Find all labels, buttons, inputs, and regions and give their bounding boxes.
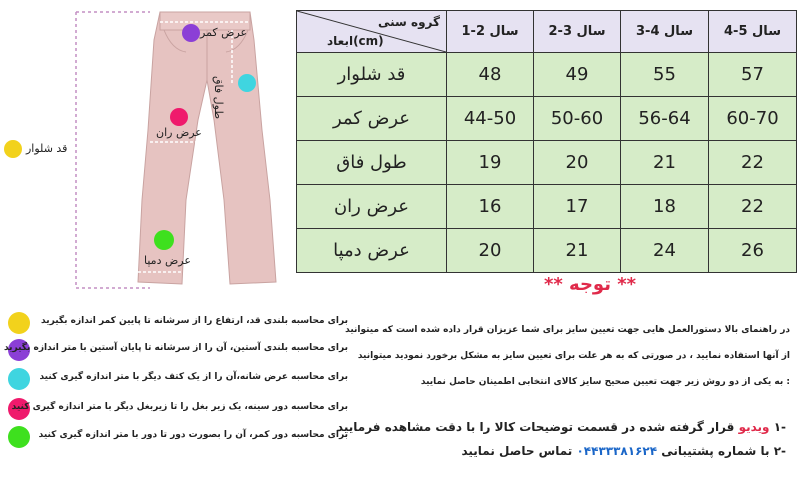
table-cell: 44-50 [447, 97, 534, 141]
legend-text: برای محاسبه عرض شانه،آن را از یک کتف دیگر با متر اندازه گیری کنید [39, 372, 348, 382]
thigh-label: عرض ران [156, 126, 202, 139]
table-header-row [297, 11, 797, 53]
table-cell: 17 [534, 185, 621, 229]
table-cell: 24 [621, 229, 709, 273]
size-table [296, 10, 797, 273]
age-group-label: گروه سنی [377, 15, 440, 29]
legend-item [3, 339, 348, 361]
cyan-dot-icon [238, 74, 256, 92]
column-header: 1-2 سال [447, 11, 534, 53]
note-line: : به یکی از دو روش زیر جهت تعیین صحیح سایز کالای انتخابی اطمینان حاصل نمایید [420, 377, 790, 387]
row-label: عرض کمر [297, 97, 447, 141]
cyan-dot-icon [8, 368, 30, 390]
table-row [297, 141, 797, 185]
inseam-label: طول فاق [212, 76, 225, 120]
pink-dot-icon [170, 108, 188, 126]
step-video [337, 420, 786, 434]
table-cell: 55 [621, 53, 709, 97]
column-header: 2-3 سال [534, 11, 621, 53]
note-line: در راهنمای بالا دستورالعمل هایی جهت تعیین سایز برای شما عزیزان قرار داده شده است که میتوانید [345, 325, 790, 335]
column-header: 4-5 سال [709, 11, 797, 53]
green-dot-icon [8, 426, 30, 448]
video-link[interactable]: ویدیو [738, 420, 770, 434]
table-cell: 57 [709, 53, 797, 97]
yellow-dot-icon [4, 140, 22, 158]
yellow-dot-icon [8, 312, 30, 334]
legend-text: برای محاسبه بلندی آستین، آن را از سرشانه تا پایان آستین با متر اندازه بگیرید [3, 343, 348, 353]
table-cell: 19 [447, 141, 534, 185]
table-row [297, 185, 797, 229]
table-cell: 26 [709, 229, 797, 273]
note-line: از آنها استفاده نمایید ، در صورتی که به هر علت برای تعیین سایز به مشکل برخورد نمودید میتوانید [357, 351, 790, 361]
legend-text: برای محاسبه بلندی قد، ارتفاع را از سرشانه تا پایین کمر اندازه بگیرید [41, 316, 348, 326]
step-support [461, 444, 786, 458]
table-cell: 21 [621, 141, 709, 185]
row-label: عرض دمپا [297, 229, 447, 273]
pants-diagram [0, 0, 290, 300]
table-cell: 20 [447, 229, 534, 273]
column-header: 3-4 سال [621, 11, 709, 53]
legend-item [8, 426, 348, 448]
legend-item [8, 368, 348, 390]
legend-text: برای محاسبه دور سینه، یک زیر بغل را تا زیربغل دیگر با متر اندازه گیری کنید [11, 402, 348, 412]
row-label: قد شلوار [297, 53, 447, 97]
table-cell: 50-60 [534, 97, 621, 141]
length-label: قد شلوار [26, 142, 68, 155]
step-number: -۲ [773, 444, 786, 458]
green-dot-icon [154, 230, 174, 250]
table-cell: 18 [621, 185, 709, 229]
table-cell: 48 [447, 53, 534, 97]
step-text: قرار گرفته شده در قسمت توضیحات کالا را با دقت مشاهده فرمایید [336, 420, 739, 434]
hem-label: عرض دمپا [144, 254, 191, 267]
attention-heading: ** توجه ** [543, 274, 637, 295]
row-label: عرض ران [297, 185, 447, 229]
support-phone[interactable]: ۰۴۴۳۳۳۸۱۶۲۴ [576, 444, 658, 458]
step-text: تماس حاصل نمایید [461, 444, 577, 458]
table-row [297, 97, 797, 141]
table-cell: 49 [534, 53, 621, 97]
table-cell: 22 [709, 185, 797, 229]
purple-dot-icon [182, 24, 200, 42]
legend-text: برای محاسبه دور کمر، آن را بصورت دور تا دور با متر اندازه گیری کنید [38, 430, 348, 440]
step-prefix: با شماره پشتیبانی [657, 444, 770, 458]
table-cell: 56-64 [621, 97, 709, 141]
row-label: طول فاق [297, 141, 447, 185]
table-cell: 16 [447, 185, 534, 229]
step-number: -۱ [773, 420, 786, 434]
table-cell: 22 [709, 141, 797, 185]
waist-label: عرض کمر [200, 26, 248, 39]
table-cell: 21 [534, 229, 621, 273]
table-cell: 20 [534, 141, 621, 185]
table-cell: 60-70 [709, 97, 797, 141]
dimensions-label: ابعاد(cm) [327, 34, 384, 48]
legend-item [8, 398, 348, 420]
table-row [297, 229, 797, 273]
table-row [297, 53, 797, 97]
table-corner-cell [297, 11, 447, 53]
legend-item [8, 312, 348, 334]
